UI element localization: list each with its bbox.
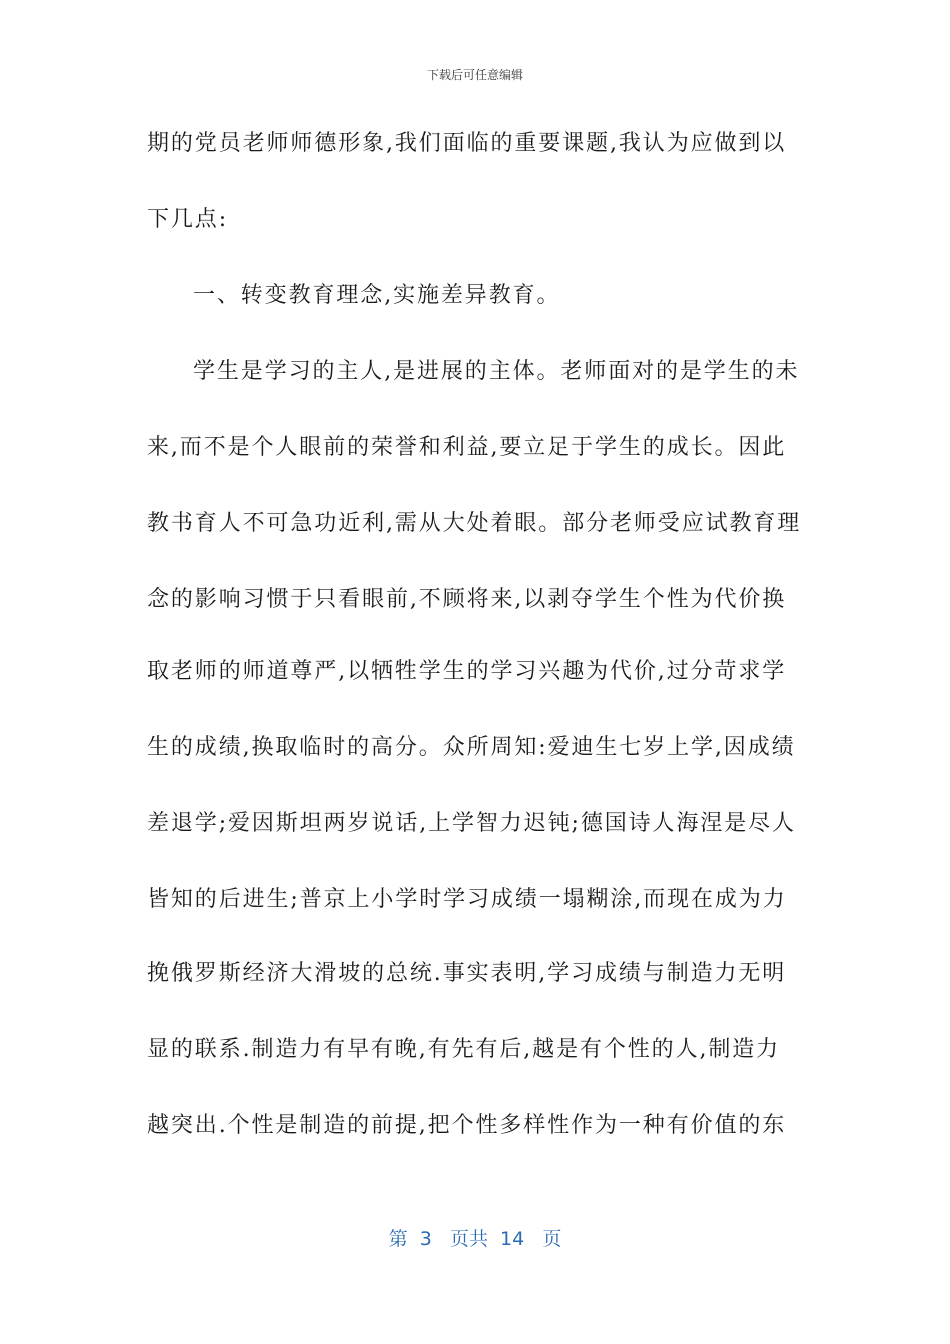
text-line: 越突出.个性是制造的前提,把个性多样性作为一种有价值的东 — [147, 1113, 787, 1138]
section-heading: 一、转变教育理念,实施差异教育。 — [193, 283, 561, 308]
text-line: 生的成绩,换取临时的高分。众所周知:爱迪生七岁上学,因成绩 — [147, 735, 796, 760]
text-line: 教书育人不可急功近利,需从大处着眼。部分老师受应试教育理 — [147, 511, 802, 536]
page-number-footer: 第 3 页共 14 页 — [388, 1228, 562, 1250]
text-line: 来,而不是个人眼前的荣誉和利益,要立足于学生的成长。因此 — [147, 435, 787, 460]
text-line: 显的联系.制造力有早有晚,有先有后,越是有个性的人,制造力 — [147, 1037, 781, 1062]
text-line: 念的影响习惯于只看眼前,不顾将来,以剥夺学生个性为代价换 — [147, 587, 787, 612]
text-line: 取老师的师道尊严,以牺牲学生的学习兴趣为代价,过分苛求学 — [147, 659, 787, 684]
text-line: 差退学;爱因斯坦两岁说话,上学智力迟钝;德国诗人海涅是尽人 — [147, 811, 796, 836]
text-line: 下几点: — [147, 207, 229, 232]
text-line: 期的党员老师师德形象,我们面临的重要课题,我认为应做到以 — [147, 131, 787, 156]
text-line: 学生是学习的主人,是进展的主体。老师面对的是学生的未 — [193, 359, 800, 384]
text-line: 皆知的后进生;普京上小学时学习成绩一塌糊涂,而现在成为力 — [147, 887, 787, 912]
text-line: 挽俄罗斯经济大滑坡的总统.事实表明,学习成绩与制造力无明 — [147, 961, 787, 986]
page-header: 下载后可任意编辑 — [426, 68, 523, 82]
